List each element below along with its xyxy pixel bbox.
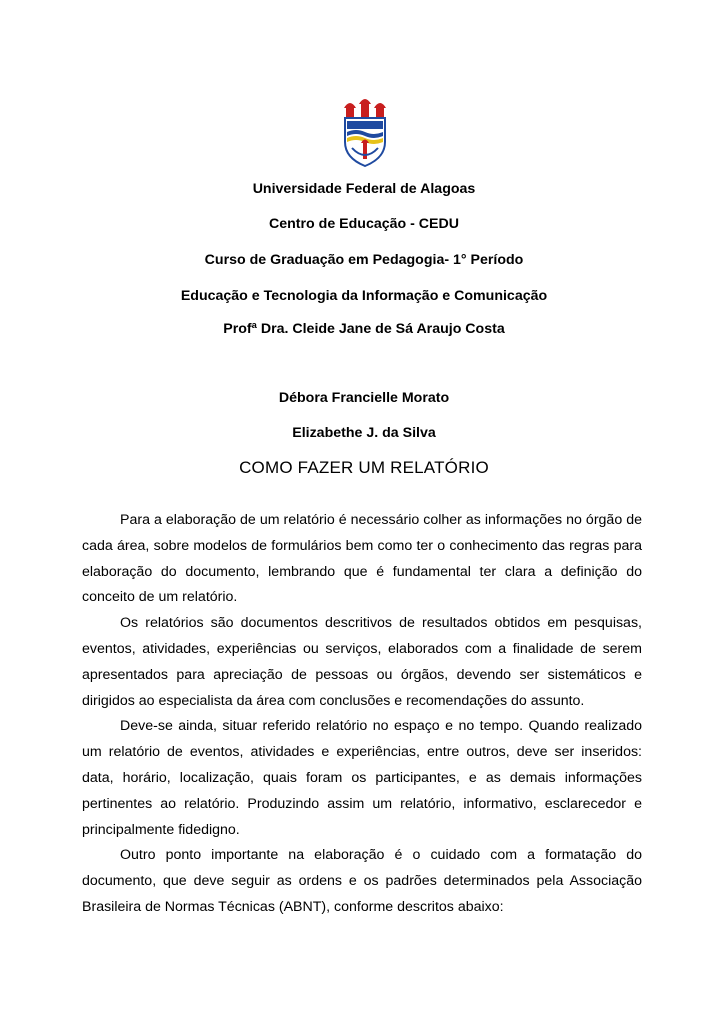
university-name: Universidade Federal de Alagoas bbox=[252, 181, 476, 197]
document-body bbox=[82, 508, 642, 921]
university-seal-icon bbox=[340, 96, 390, 168]
center-name: Centro de Educação - CEDU bbox=[269, 216, 459, 232]
paragraph: Outro ponto importante na elaboração é o cuidado com a formatação do documento, que deve seguir as ordens e os padrões determinados pela Associação Brasileira de Normas Técnicas (ABNT), conforme descritos abaixo: bbox=[82, 847, 642, 915]
professor-name: Profª Dra. Cleide Jane de Sá Araujo Costa bbox=[223, 321, 505, 337]
subject-name: Educação e Tecnologia da Informação e Comunicação bbox=[180, 288, 548, 304]
document-title: COMO FAZER UM RELATÓRIO bbox=[239, 458, 489, 477]
paragraph: Os relatórios são documentos descritivos de resultados obtidos em pesquisas, eventos, atividades, experiências ou serviços, elaborados com a finalidade de serem apresentados para apreciação de pessoas ou órgãos, devendo ser sistemáticos e dirigidos ao especialista da área com conclusões e recomendações do assunto. bbox=[82, 615, 642, 709]
author-name: Elizabethe J. da Silva bbox=[292, 425, 436, 441]
author-name: Débora Francielle Morato bbox=[278, 390, 450, 406]
course-name: Curso de Graduação em Pedagogia- 1° Período bbox=[204, 252, 524, 268]
paragraph: Deve-se ainda, situar referido relatório no espaço e no tempo. Quando realizado um relatório de eventos, atividades e experiências, entre outros, deve ser inseridos: data, horário, localização, quais foram os participantes, e as demais informações pertinentes ao relatório. Produzindo assim um relatório, informativo, esclarecedor e principalmente fidedigno. bbox=[82, 718, 642, 838]
paragraph: Para a elaboração de um relatório é necessário colher as informações no órgão de cada área, sobre modelos de formulários bem como ter o conhecimento das regras para elaboração do documento, lembrando que é fundamental ter clara a definição do conceito de um relatório. bbox=[82, 512, 642, 606]
